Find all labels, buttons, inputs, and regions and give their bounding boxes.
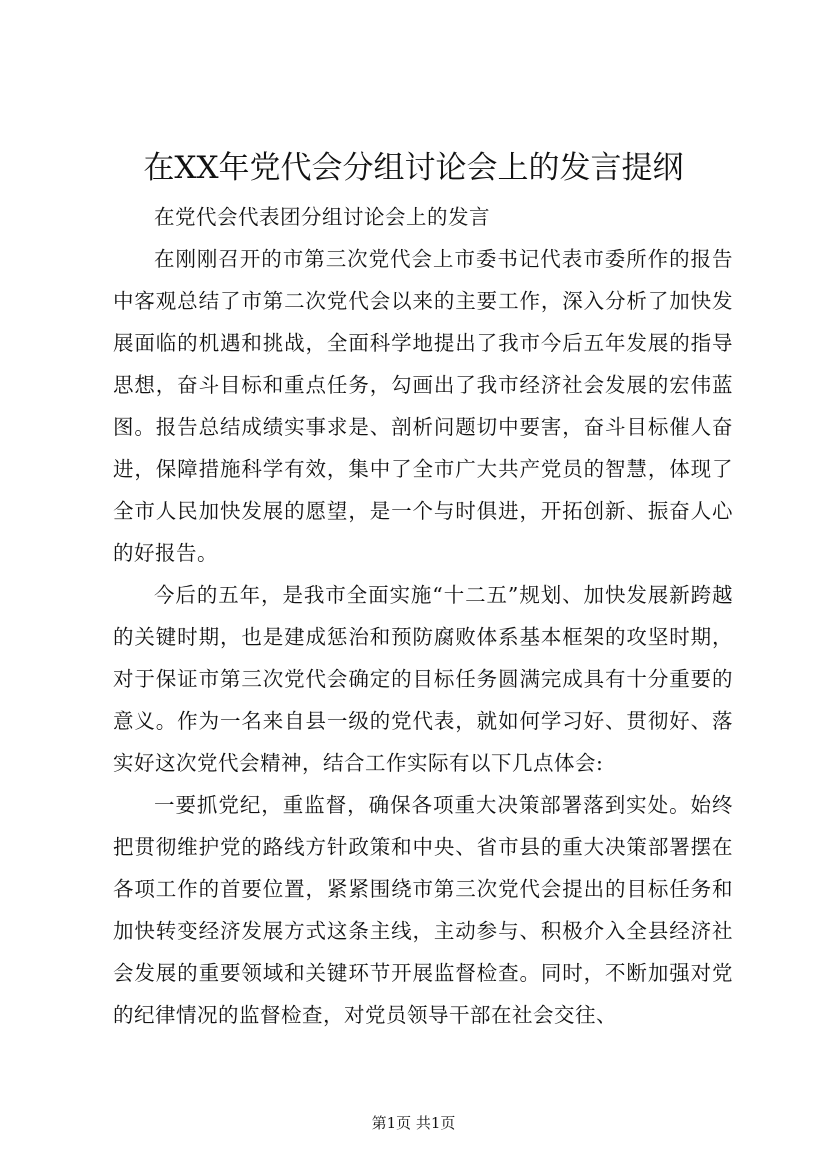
body-paragraph: 在党代会代表团分组讨论会上的发言 xyxy=(154,205,490,229)
body-paragraph: 一要抓党纪，重监督，确保各项重大决策部署落到实处。始终把贯彻维护党的路线方针政策和中央、省市县的重大决策部署摆在各项工作的首要位置，紧紧围绕市第三次党代会提出的目标任务和加快转变经济发展方式这条主线，主动参与、积极介入全县经济社会发展的重要领域和关键环节开展监督检查。同时，不断加强对党的纪律情况的监督检查，对党员领导干部在社会交往、 xyxy=(113,793,733,1027)
document-title: 在XX年党代会分组讨论会上的发言提纲 xyxy=(143,150,684,186)
page-footer xyxy=(0,1112,827,1134)
body-paragraph: 今后的五年，是我市全面实施“十二五”规划、加快发展新跨越的关键时期，也是建成惩治和预防腐败体系基本框架的攻坚时期，对于保证市第三次党代会确定的目标任务圆满完成具有十分重要的意义。作为一名来自县一级的党代表，就如何学习好、贯彻好、落实好这次党代会精神，结合工作实际有以下几点体会: xyxy=(113,583,733,775)
page-number: 第1页 共1页 xyxy=(371,1114,456,1132)
body-paragraph: 在刚刚召开的市第三次党代会上市委书记代表市委所作的报告中客观总结了市第二次党代会以来的主要工作，深入分析了加快发展面临的机遇和挑战，全面科学地提出了我市今后五年发展的指导思想，奋斗目标和重点任务，勾画出了我市经济社会发展的宏伟蓝图。报告总结成绩实事求是、剖析问题切中要害，奋斗目标催人奋进，保障措施科学有效，集中了全市广大共产党员的智慧，体现了全市人民加快发展的愿望，是一个与时俱进，开拓创新、振奋人心的好报告。 xyxy=(113,247,733,565)
document-body xyxy=(113,196,733,1036)
